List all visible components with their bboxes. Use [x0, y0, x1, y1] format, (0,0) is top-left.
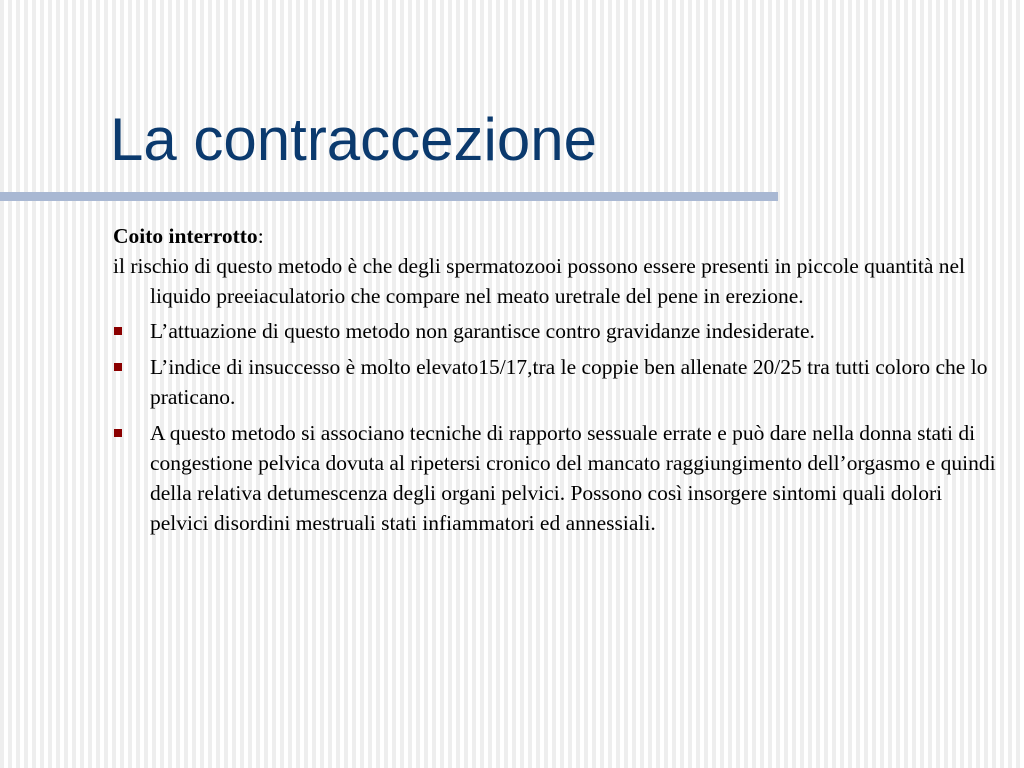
slide-title: La contraccezione [110, 106, 597, 173]
bullet-item [113, 418, 1003, 538]
bullet-text: A questo metodo si associano tecniche di rapporto sessuale errate e può dare nella donna stati di congestione pelvica dovuta al ripetersi cronico del mancato raggiungimento dell’orgasmo e quindi della relativa detumescenza degli organi pelvici. Possono così insorgere sintomi quali dolori pelvici disordini mestruali stati infiammatori ed annessiali. [150, 421, 996, 535]
square-bullet-icon [114, 327, 122, 335]
intro-paragraph: il rischio di questo metodo è che degli spermatozooi possono essere presenti in piccole quantità nel liquido preeiaculatorio che compare nel meato uretrale del pene in erezione. [113, 254, 966, 308]
bullet-text: L’indice di insuccesso è molto elevato15/17,tra le coppie ben allenate 20/25 tra tutti coloro che lo praticano. [150, 355, 988, 409]
square-bullet-icon [114, 429, 122, 437]
bullet-item [113, 316, 1003, 346]
bullet-list [113, 316, 1003, 538]
section-heading-colon: : [257, 224, 264, 248]
slide-body [113, 221, 1003, 544]
bullet-item [113, 352, 1003, 412]
title-divider [0, 192, 778, 201]
section-heading-label: Coito interrotto [113, 224, 258, 248]
square-bullet-icon [114, 363, 122, 371]
section-heading [113, 221, 1003, 251]
bullet-text: L’attuazione di questo metodo non garantisce contro gravidanze indesiderate. [150, 319, 815, 343]
